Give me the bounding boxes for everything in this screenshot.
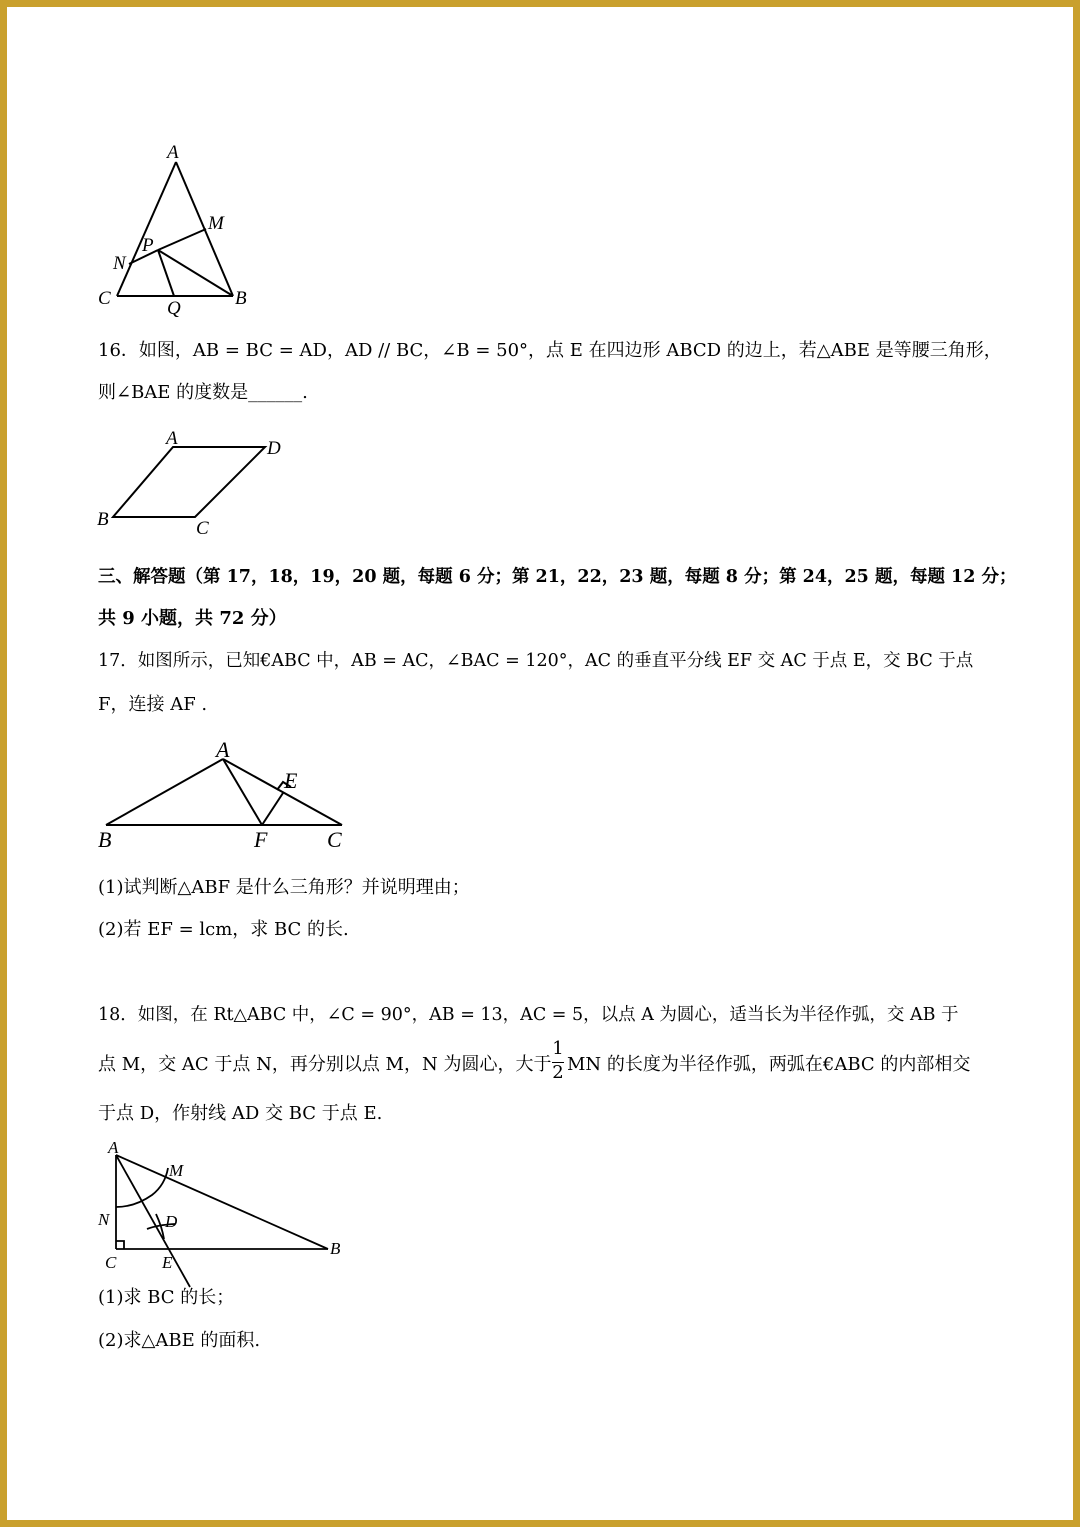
fig18-label-b: B — [330, 1239, 341, 1258]
fig15-label-p: P — [142, 235, 154, 256]
fig15-label-c: C — [98, 288, 111, 309]
fig16-label-d: D — [267, 438, 281, 459]
q18-fraction-numerator: 1 — [552, 1038, 564, 1059]
fig17-label-f: F — [254, 827, 268, 852]
q18-sub1: (1)求 BC 的长； — [98, 1287, 235, 1308]
q18-line3: 于点 D，作射线 AD 交 BC 于点 E. — [98, 1103, 383, 1124]
fig17-label-c: C — [327, 827, 342, 852]
q18-line1: 18．如图，在 Rt△ABC 中，∠C = 90°，AB = 13，AC = 5，以点 A 为圆心，适当长为半径作弧，交 AB 于 — [98, 1005, 959, 1025]
q18-line2a: 点 M，交 AC 于点 N，再分别以点 M，N 为圆心，大于 — [98, 1054, 552, 1075]
q17-sub2: (2)若 EF = lcm，求 BC 的长. — [98, 919, 349, 940]
q18-line2b: MN 的长度为半径作弧，两弧在€ABC 的内部相交 — [567, 1054, 971, 1075]
q17-sub1: (1)试判断△ABF 是什么三角形？并说明理由； — [98, 877, 470, 898]
fig17-label-e: E — [284, 768, 298, 793]
section3-heading-line1: 三、解答题（第 17，18，19，20 题，每题 6 分；第 21，22，23 题，每题 8 分；第 24，25 题，每题 12 分； — [98, 567, 1017, 587]
fig15-label-q: Q — [167, 298, 181, 319]
fig18-label-n: N — [98, 1210, 110, 1229]
fig18-label-d: D — [165, 1212, 178, 1231]
q17-line1: 17．如图所示，已知€ABC 中，AB = AC，∠BAC = 120°，AC 的垂直平分线 EF 交 AC 于点 E，交 BC 于点 — [98, 651, 974, 671]
section3-heading-line2: 共 9 小题，共 72 分） — [98, 608, 287, 629]
fig18-label-c: C — [105, 1253, 117, 1272]
q18-fraction-denominator: 2 — [552, 1062, 564, 1083]
fig15-label-a: A — [167, 142, 179, 163]
q17-line2: F，连接 AF . — [98, 694, 208, 715]
fig16-label-b: B — [97, 509, 109, 530]
fig16-label-a: A — [166, 428, 178, 449]
q16-line2: 则∠BAE 的度数是______. — [98, 382, 308, 403]
fig18-label-a: A — [108, 1138, 119, 1157]
q18-sub2: (2)求△ABE 的面积. — [98, 1330, 261, 1351]
fig15-label-m: M — [208, 213, 224, 234]
fig17-label-a: A — [216, 737, 230, 762]
q16-line1: 16．如图，AB = BC = AD，AD // BC，∠B = 50°，点 E 在四边形 ABCD 的边上，若△ABE 是等腰三角形， — [98, 340, 1002, 361]
fig16-label-c: C — [196, 518, 209, 539]
fig17-label-b: B — [98, 827, 112, 852]
fig18-label-e: E — [162, 1253, 173, 1272]
fig15-label-n: N — [113, 253, 126, 274]
document-page — [7, 7, 1073, 1520]
fig15-label-b: B — [235, 288, 247, 309]
fig18-label-m: M — [169, 1161, 184, 1180]
